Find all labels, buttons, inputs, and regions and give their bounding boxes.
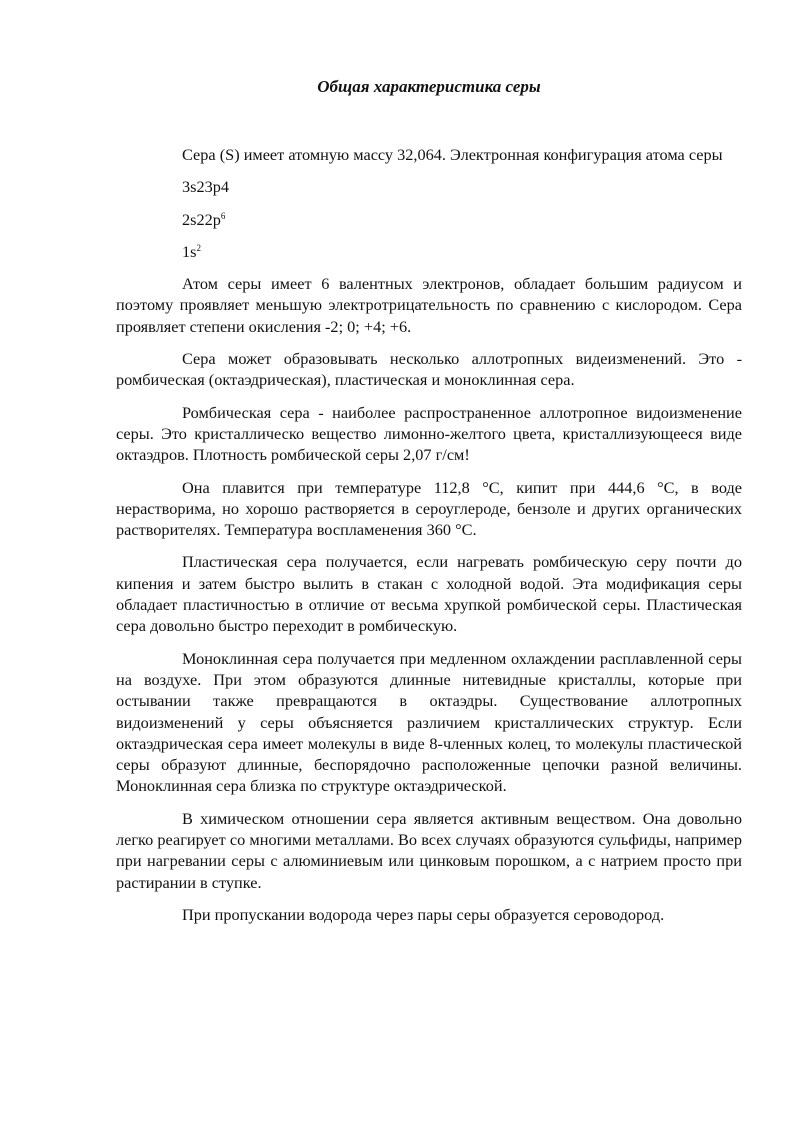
formula-superscript: 6: [220, 210, 226, 221]
formula-base: 2s22p: [182, 209, 221, 229]
body-paragraph: Атом серы имеет 6 валентных электронов, обладает большим радиусом и поэтому проявляет меньшую электротрицательность по сравнению с кислородом. Сера проявляет степени окисления -2; 0; +4; +6.: [116, 274, 742, 336]
electron-config-line: [116, 241, 742, 262]
formula-base: 1s: [182, 241, 197, 261]
body-paragraph: Пластическая сера получается, если нагревать ромбическую серу почти до кипения и затем быстро вылить в стакан с холодной водой. Эта модификация серы обладает пластичностью в отличие от весьма хрупкой ромбической серы. Пластическая сера довольно быстро переходит в ромбическую.: [116, 552, 742, 636]
intro-paragraph: Сера (S) имеет атомную массу 32,064. Электронная конфигурация атома серы: [182, 145, 723, 164]
body-paragraph: Сера может образовывать несколько аллотропных видеизменений. Это - ромбическая (октаэдрическая), пластическая и моноклинная сера.: [116, 349, 742, 390]
body-paragraph: Она плавится при температуре 112,8 °С, кипит при 444,6 °С, в воде нерастворима, но хорошо растворяется в сероуглероде, бензоле и других органических растворителях. Температура воспламенения 360 °С.: [116, 477, 742, 540]
electron-config-line: [116, 176, 742, 197]
formula-base: 3s23p4: [182, 177, 230, 197]
body-paragraph: В химическом отношении сера является активным веществом. Она довольно легко реагирует со многими металлами. Во всех случаях образуются сульфиды, например при нагревании серы с алюминиевым или цинковым порошком, а с натрием просто при растирании в ступке.: [116, 808, 742, 892]
body-paragraph: При пропускании водорода через пары серы образуется сероводород.: [182, 904, 665, 924]
electron-config-line: [116, 209, 742, 230]
formula-superscript: 2: [196, 242, 201, 253]
body-paragraph: Моноклинная сера получается при медленном охлаждении расплавленной серы на воздухе. При этом образуются длинные нитевидные кристаллы, которые при остывании также превращаются в октаэдры. Существование аллотропных видоизменений у серы объясняется различием кристаллических структур. Если октаэдрическая сера имеет молекулы в виде 8-членных колец, то молекулы пластической серы образуют длинные, беспорядочно расположенные цепочки разной величины. Моноклинная сера близка по структуре октаэдрической.: [116, 648, 742, 796]
body-paragraph: Ромбическая сера - наиболее распространенное аллотропное видоизменение серы. Это кристаллическо вещество лимонно-желтого цвета, кристаллизующееся виде октаэдров. Плотность ромбической серы 2,07 г/см!: [116, 402, 742, 465]
document-page: [116, 76, 742, 936]
document-title: Общая характеристика серы: [317, 77, 541, 96]
